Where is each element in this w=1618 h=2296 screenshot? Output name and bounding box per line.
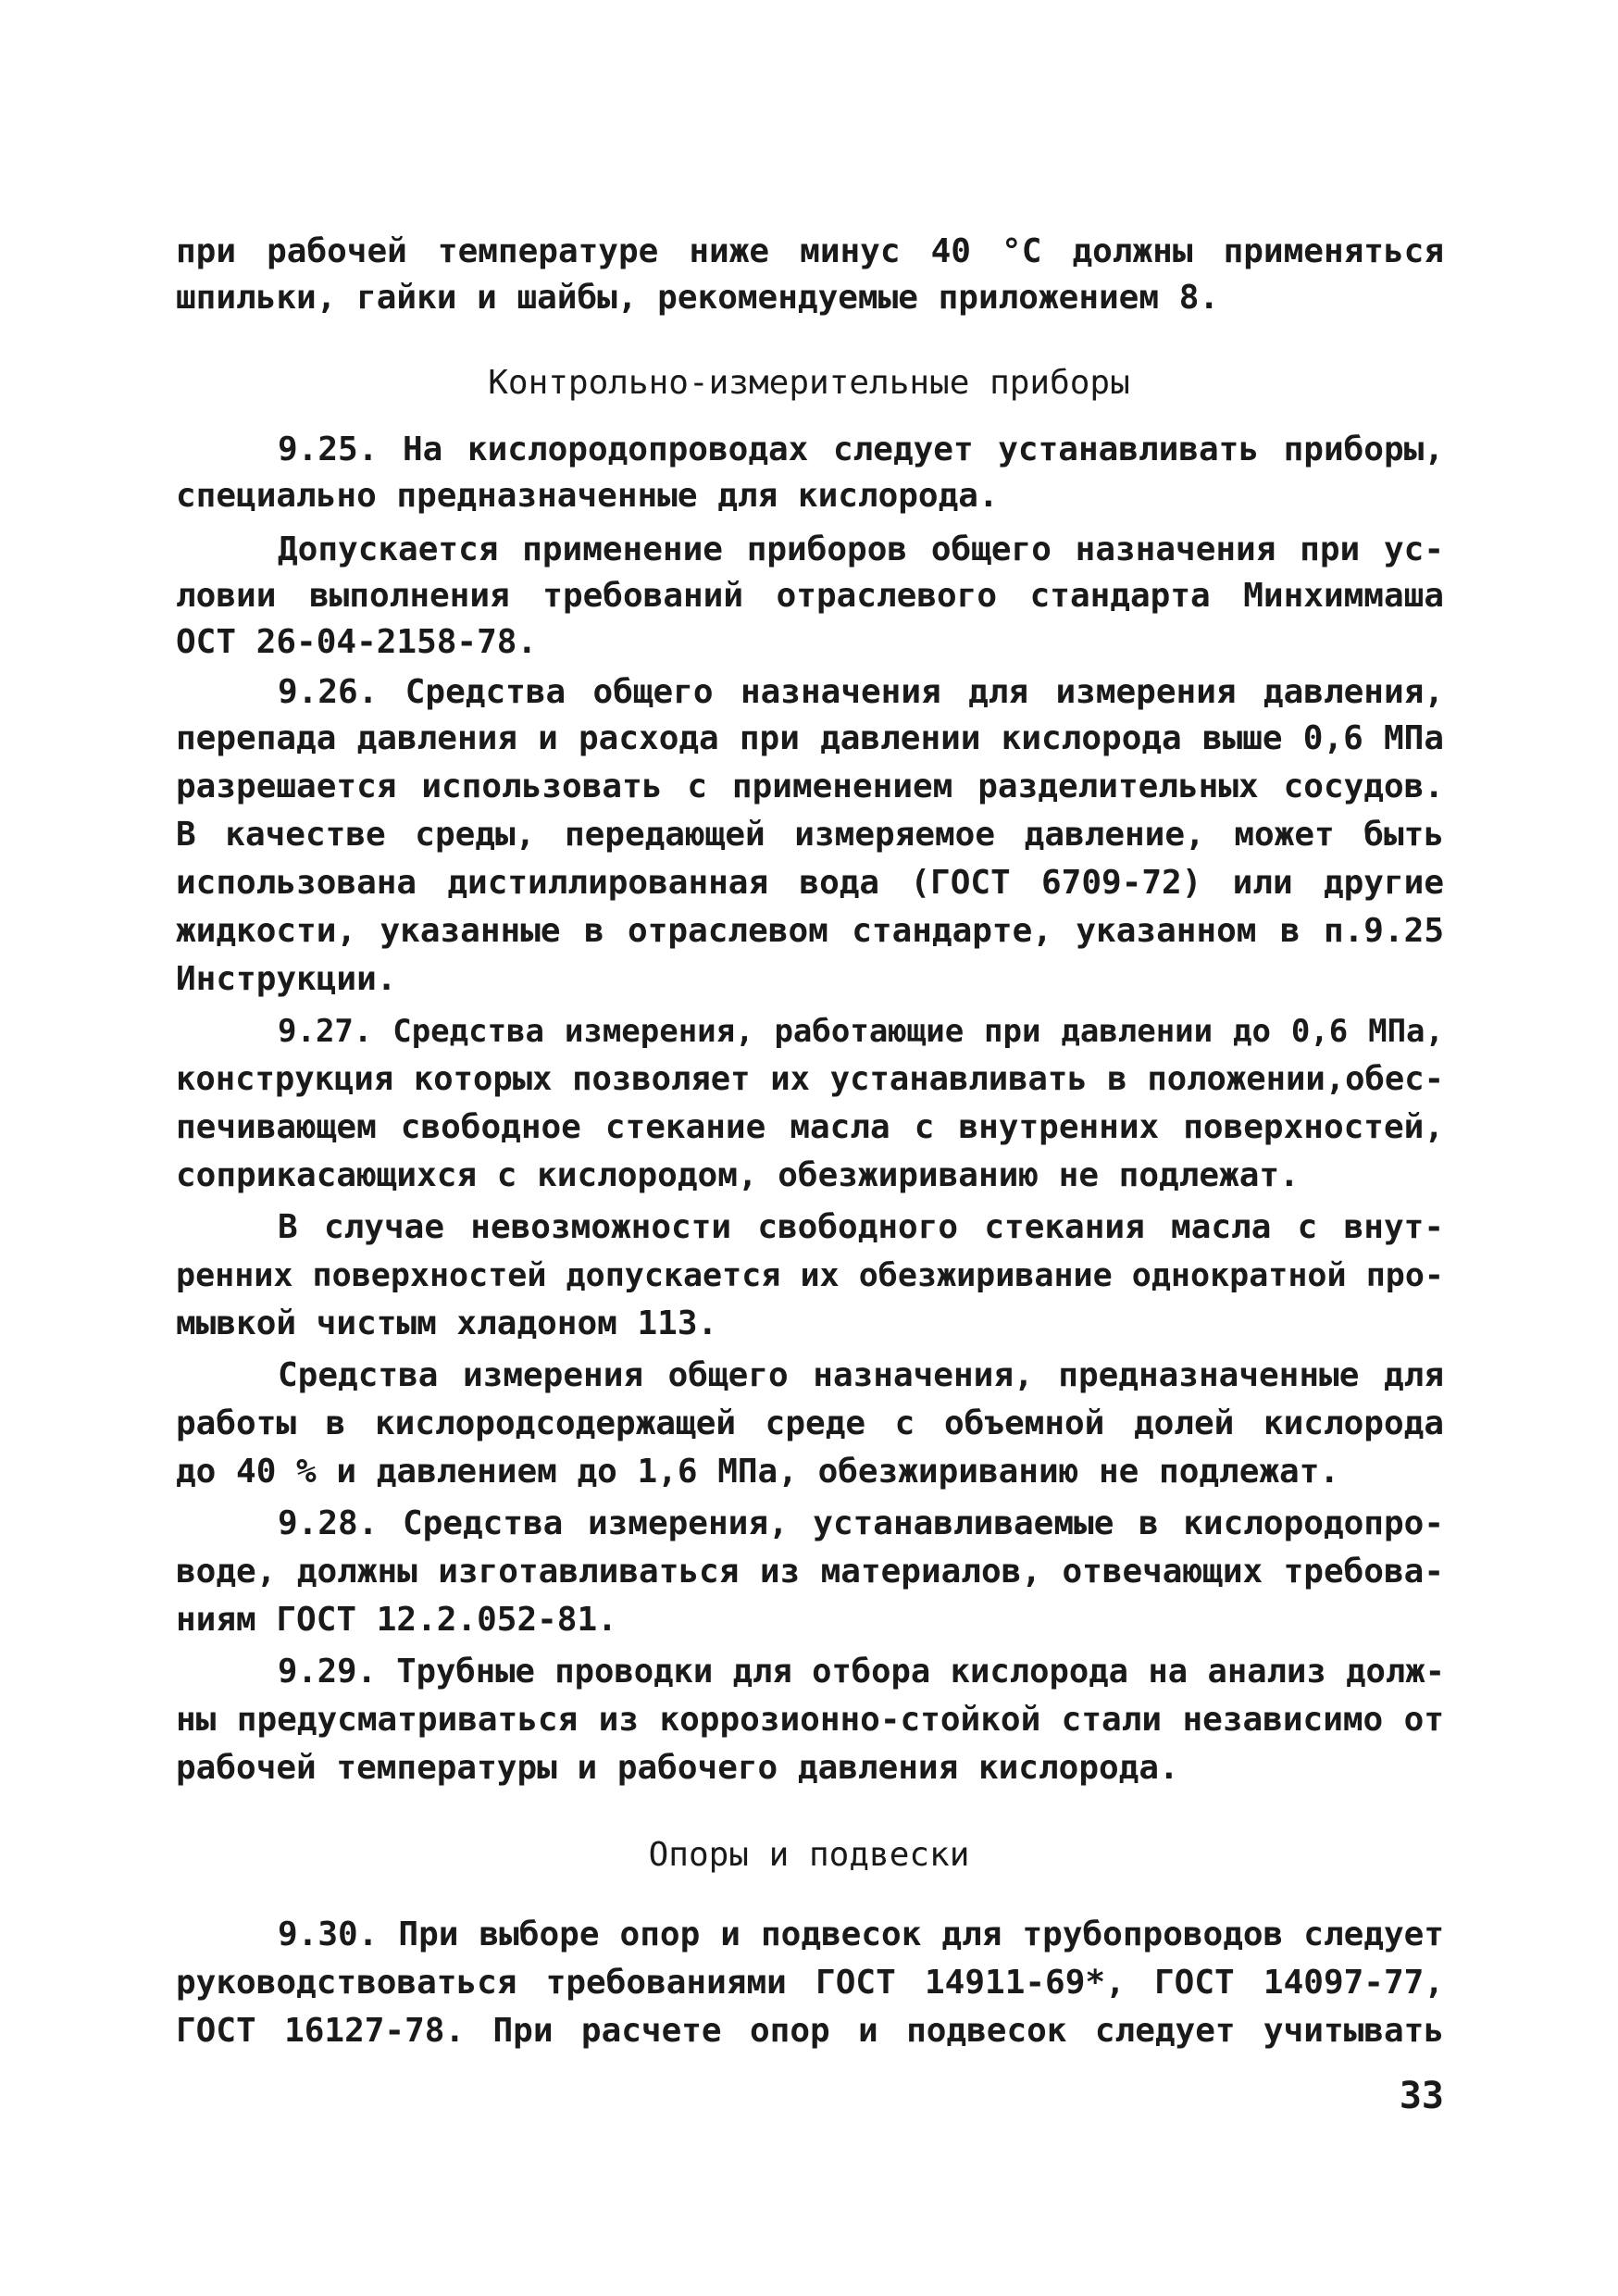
text-line: Инструкции. [176,960,397,998]
paragraph-start: 9.29. Трубные проводки для отбора кислорода на анализ долж- [278,1653,1445,1691]
text-line: использована дистиллированная вода (ГОСТ 6709-72) или другие [176,864,1444,902]
text-line: ниям ГОСТ 12.2.052-81. [176,1601,617,1639]
paragraph-start: Средства измерения общего назначения, предназначенные для [278,1356,1444,1394]
text-line: жидкости, указанные в отраслевом стандарте, указанном в п.9.25 [176,912,1444,950]
page-number: 33 [1399,2075,1444,2117]
text-line: В качестве среды, передающей измеряемое давление, может быть [176,816,1444,854]
text-line: ренних поверхностей допускается их обезжиривание однократной про- [176,1257,1444,1294]
text-line: перепада давления и расхода при давлении кислорода выше 0,6 МПа [176,719,1444,757]
text-line: ны предусматриваться из коррозионно-стойкой стали независимо от [176,1701,1444,1739]
text-line: специально предназначенные для кислорода. [176,477,999,515]
section-heading-instruments: Контрольно-измерительные приборы [488,364,1130,402]
paragraph-start: 9.26. Средства общего назначения для измерения давления, [278,673,1444,711]
text-line: шпильки, гайки и шайбы, рекомендуемые приложением 8. [176,279,1220,317]
paragraph-start: 9.27. Средства измерения, работающие при давлении до 0,6 МПа, [278,1013,1444,1050]
section-heading-supports: Опоры и подвески [648,1836,970,1874]
paragraph-start: Допускается применение приборов общего назначения при ус- [278,530,1444,568]
text-line: конструкция которых позволяет их устанавливать в положении,обес- [176,1060,1444,1098]
paragraph-start: 9.30. При выборе опор и подвесок для трубопроводов следует [278,1915,1444,1953]
paragraph-start: 9.25. На кислородопроводах следует устанавливать приборы, [278,430,1444,468]
text-line: рабочей температуры и рабочего давления кислорода. [176,1749,1179,1787]
text-line: ловии выполнения требований отраслевого стандарта Минхиммаша [176,577,1444,615]
paragraph-start: В случае невозможности свободного стекания масла с внут- [278,1208,1444,1246]
text-line: печивающем свободное стекание масла с внутренних поверхностей, [176,1108,1444,1146]
text-line: при рабочей температуре ниже минус 40 °С должны применяться [176,232,1444,270]
text-line: ГОСТ 16127-78. При расчете опор и подвесок следует учитывать [176,2012,1444,2050]
text-line: соприкасающихся с кислородом, обезжириванию не подлежат. [176,1156,1300,1194]
text-line: руководствоваться требованиями ГОСТ 14911-69*, ГОСТ 14097-77, [176,1964,1444,2002]
text-line: разрешается использовать с применением разделительных сосудов. [176,767,1444,805]
paragraph-start: 9.28. Средства измерения, устанавливаемые в кислородопро- [278,1504,1444,1542]
text-line: ОСТ 26-04-2158-78. [176,623,538,661]
text-line: воде, должны изготавливаться из материалов, отвечающих требова- [176,1553,1444,1591]
text-line: работы в кислородсодержащей среде с объемной долей кислорода [176,1404,1444,1442]
text-line: мывкой чистым хладоном 113. [176,1304,718,1342]
text-line: до 40 % и давлением до 1,6 МПа, обезжириванию не подлежат. [176,1453,1340,1491]
